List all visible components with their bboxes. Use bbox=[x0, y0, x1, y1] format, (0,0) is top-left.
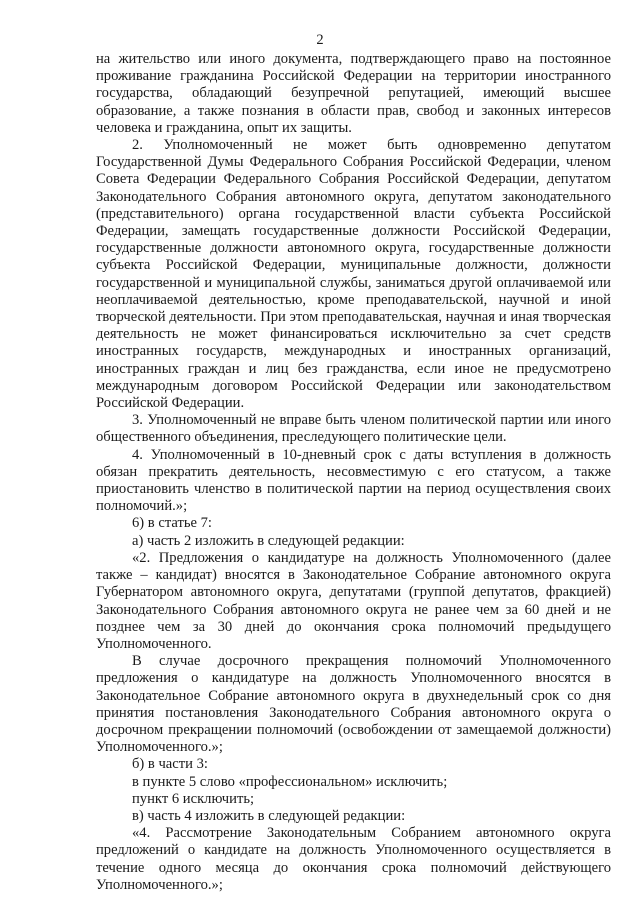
paragraph-sub-a: а) часть 2 изложить в следующей редакции: bbox=[132, 532, 405, 549]
paragraph-item-2: 2. Уполномоченный не может быть одновременно депутатом Государственной Думы Федерального Собрания Российской Федерации, членом Совета Федерации Федерального Собрания Российской Федерации, депутатом Законодательного Собрания автономного округа, депутатом законодательного (представительного) органа государственной власти субъекта Российской Федерации, замещать государственные должности Российской Федерации, государственные должности автономного округа, государственные должности субъекта Российской Федерации, муниципальные должности, должности государственной и муниципальной службы, заниматься другой оплачиваемой или неоплачиваемой деятельностью, кроме преподавательской, научной и иной творческой деятельности. При этом преподавательская, научная и иная творческая деятельность не может финансироваться исключительно за счет средств иностранных государств, международных и иностранных организаций, иностранных граждан и лиц без гражданства, если иное не предусмотрено международным договором Российской Федерации или законодательством Российской Федерации. bbox=[96, 137, 611, 412]
paragraph-sub-v: в) часть 4 изложить в следующей редакции: bbox=[132, 807, 406, 824]
paragraph-point-6: пункт 6 исключить; bbox=[132, 790, 255, 807]
paragraph-article-7: 6) в статье 7: bbox=[132, 515, 212, 532]
paragraph-quote-4: «4. Рассмотрение Законодательным Собранием автономного округа предложений о кандидате на должность Уполномоченного осуществляется в течение одного месяца до окончания срока полномочий действующего Уполномоченного.»; bbox=[96, 825, 611, 893]
paragraph-item-4: 4. Уполномоченный в 10-дневный срок с даты вступления в должность обязан прекратить деятельность, несовместимую с его статусом, а также приостановить членство в политической партии на период осуществления своих полномочий.»; bbox=[96, 446, 611, 515]
paragraph-quote-2: «2. Предложения о кандидатуре на должность Уполномоченного (далее также – кандидат) вносятся в Законодательное Собрание автономного округа Губернатором автономного округа, депутатами (группой депутатов, фракцией) Законодательного Собрания автономного округа не ранее чем за 60 дней и не позднее чем за 30 дней до окончания срока полномочий предыдущего Уполномоченного. bbox=[96, 549, 611, 652]
page-number: 2 bbox=[316, 32, 324, 48]
paragraph-point-5: в пункте 5 слово «профессиональном» исключить; bbox=[132, 773, 448, 790]
paragraph-item-3: 3. Уполномоченный не вправе быть членом политической партии или иного общественного объединения, преследующего политические цели. bbox=[96, 412, 611, 446]
paragraph-sub-b: б) в части 3: bbox=[132, 756, 208, 773]
paragraph-continuation: на жительство или иного документа, подтверждающего право на постоянное проживание гражданина Российской Федерации на территории иностранного государства, обладающий безупречной репутацией, имеющий высшее образование, а также познания в области прав, свобод и законных интересов человека и гражданина, опыт их защиты. bbox=[96, 51, 611, 136]
paragraph-early-termination: В случае досрочного прекращения полномочий Уполномоченного предложения о кандидатуре на должность Уполномоченного вносятся в Законодательное Собрание автономного округа в двухнедельный срок со дня принятия постановления Законодательного Собрания автономного округа о досрочном прекращении полномочий (освобождении от замещаемой должности) Уполномоченного.»; bbox=[96, 653, 611, 756]
document-body bbox=[96, 51, 611, 894]
